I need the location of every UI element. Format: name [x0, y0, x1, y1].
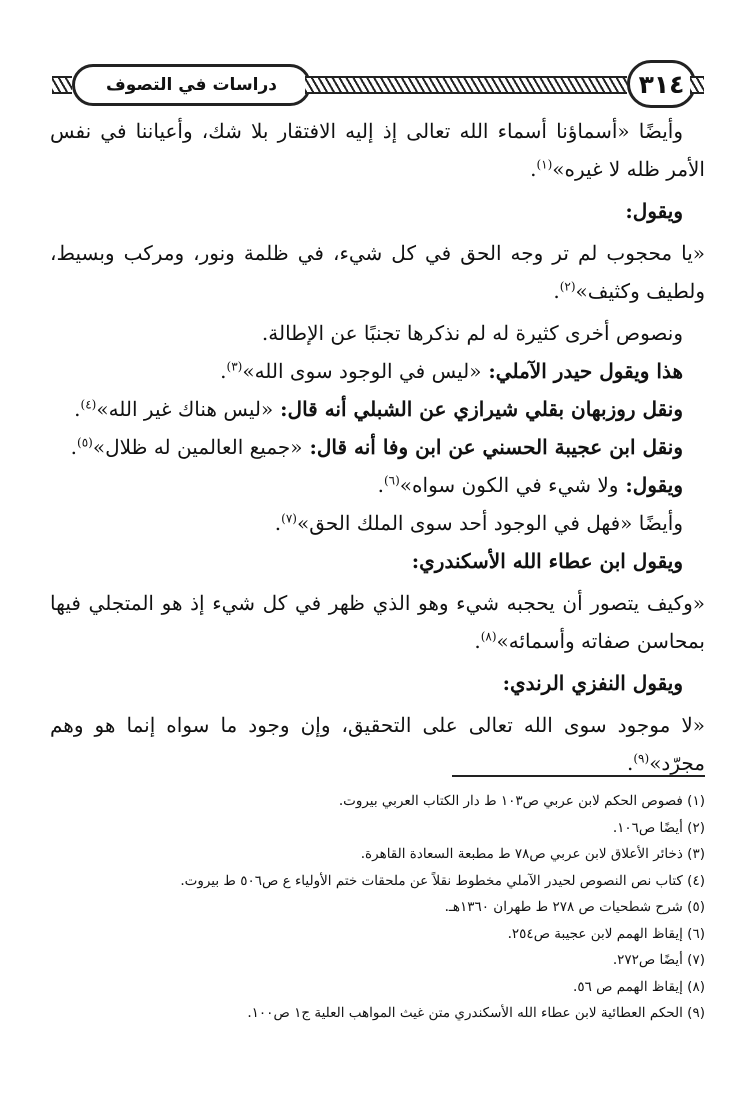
paragraph-end: . [274, 511, 282, 535]
paragraph-11 [50, 584, 705, 660]
paragraph-end: . [530, 157, 537, 181]
header-ornament-left [52, 76, 72, 94]
footnote-ref: (٩) [633, 751, 650, 766]
book-title-frame [72, 64, 311, 106]
paragraph-text: وأيضًا «فهل في الوجود أحد سوى الملك الحق» [296, 511, 683, 535]
paragraph-end: . [74, 397, 81, 421]
paragraph-5 [50, 352, 705, 390]
footnote-number: (٥) [687, 899, 705, 915]
main-text [50, 112, 705, 786]
footnote-number: (٦) [687, 925, 705, 942]
footnote-4 [50, 868, 705, 895]
footnote-number: (٨) [687, 978, 705, 995]
footnote-2 [50, 815, 705, 842]
footnote-number: (٤) [687, 872, 705, 889]
paragraph-end: . [220, 359, 227, 383]
footnote-text: الحكم العطائية لابن عطاء الله الأسكندري متن غيث المواهب العلية ج١ ص١٠٠. [247, 1005, 683, 1021]
paragraph-text: وأيضًا «أسماؤنا أسماء الله تعالى إذ إليه الافتقار بلا شك، وأعياننا في نفس الأمر ظله لا غيره» [50, 119, 705, 181]
footnote-6 [50, 921, 705, 948]
footnote-8 [50, 974, 705, 1001]
running-header [52, 62, 704, 110]
paragraph-text: «جميع العالمين له ظلال» [92, 435, 303, 459]
header-ornament-right [690, 76, 704, 94]
footnote-ref: (٥) [77, 435, 93, 450]
footnote-number: (٣) [687, 846, 705, 862]
paragraph-2 [50, 192, 705, 230]
footnote-text: شرح شطحيات ص ٢٧٨ ط طهران ١٣٦٠هـ. [444, 899, 683, 915]
footnotes [50, 788, 705, 1027]
header-ornament-middle [305, 76, 627, 94]
footnote-ref: (٦) [383, 473, 400, 488]
footnote-number: (٩) [687, 1005, 705, 1021]
paragraph-text: «ليس في الوجود سوى الله» [242, 359, 482, 383]
paragraph-text: «يا محجوب لم تر وجه الحق في كل شيء، في ظلمة ونور، ومركب وبسيط، ولطيف وكثيف» [50, 241, 705, 303]
paragraph-6 [50, 390, 705, 428]
footnote-ref: (١) [536, 157, 553, 172]
paragraph-end: . [377, 473, 384, 497]
footnote-text: ذخائر الأعلاق لابن عربي ص٧٨ ط مطبعة السعادة القاهرة. [360, 846, 683, 862]
footnote-text: إيقاظ الهمم لابن عجيبة ص٢٥٤. [507, 925, 683, 942]
footnote-7 [50, 947, 705, 974]
footnote-text: كتاب نص النصوص لحيدر الآملي مخطوط نقلاً عن ملحقات ختم الأولياء ع ص٥٠٦ ط بيروت. [180, 872, 683, 889]
footnote-ref: (٨) [480, 629, 497, 644]
page-number-frame [627, 60, 696, 108]
paragraph-8 [50, 466, 705, 504]
footnote-9 [50, 1000, 705, 1027]
page-number: ٣١٤ [638, 69, 685, 99]
paragraph-text: ولا شيء في الكون سواه» [399, 473, 619, 497]
paragraph-9 [50, 504, 705, 542]
footnote-separator [452, 775, 705, 777]
paragraph-4 [50, 314, 705, 352]
paragraph-end: . [70, 435, 78, 459]
paragraph-end: . [627, 751, 634, 775]
paragraph-lead: هذا ويقول حيدر الآملي: [481, 359, 683, 383]
paragraph-text: «لا موجود سوى الله تعالى على التحقيق، وإن وجود ما سواه إنما هو وهم مجرّد» [50, 713, 705, 775]
footnote-number: (١) [687, 793, 705, 809]
footnote-text: إيقاظ الهمم ص ٥٦. [573, 978, 683, 995]
paragraph-13 [50, 706, 705, 782]
paragraph-text: ويقول النفزي الرندي: [502, 671, 683, 695]
paragraph-end: . [553, 279, 560, 303]
footnote-text: فصوص الحكم لابن عربي ص١٠٣ ط دار الكتاب العربي بيروت. [338, 793, 683, 809]
paragraph-text: «ليس هناك غير الله» [96, 397, 274, 421]
footnote-3 [50, 841, 705, 868]
footnote-number: (٧) [687, 952, 705, 968]
paragraph-7 [50, 428, 705, 466]
paragraph-lead: ويقول: [618, 473, 683, 497]
footnote-ref: (٢) [559, 279, 576, 294]
paragraph-text: «وكيف يتصور أن يحجبه شيء وهو الذي ظهر في كل شيء إذ هو المتجلي فيها بمحاسن صفاته وأسمائه» [50, 591, 705, 653]
paragraph-12 [50, 664, 705, 702]
paragraph-text: ويقول: [625, 199, 683, 223]
footnote-number: (٢) [687, 819, 705, 836]
paragraph-1 [50, 112, 705, 188]
paragraph-10 [50, 542, 705, 580]
paragraph-text: ونصوص أخرى كثيرة له لم نذكرها تجنبًا عن الإطالة. [261, 321, 683, 345]
paragraph-end: . [474, 629, 481, 653]
paragraph-lead: ونقل روزبهان بقلي شيرازي عن الشبلي أنه قال: [273, 397, 683, 421]
paragraph-3 [50, 234, 705, 310]
footnote-ref: (٣) [226, 359, 243, 374]
footnote-ref: (٤) [80, 397, 97, 412]
footnote-5 [50, 894, 705, 921]
book-title: دراسات في التصوف [106, 75, 277, 95]
footnote-text: أيضًا ص١٠٦. [612, 819, 683, 836]
paragraph-lead: ونقل ابن عجيبة الحسني عن ابن وفا أنه قال: [302, 435, 683, 459]
footnote-text: أيضًا ص٢٧٢. [612, 952, 683, 968]
paragraph-text: ويقول ابن عطاء الله الأسكندري: [411, 549, 683, 573]
footnote-1 [50, 788, 705, 815]
footnote-ref: (٧) [281, 511, 297, 526]
